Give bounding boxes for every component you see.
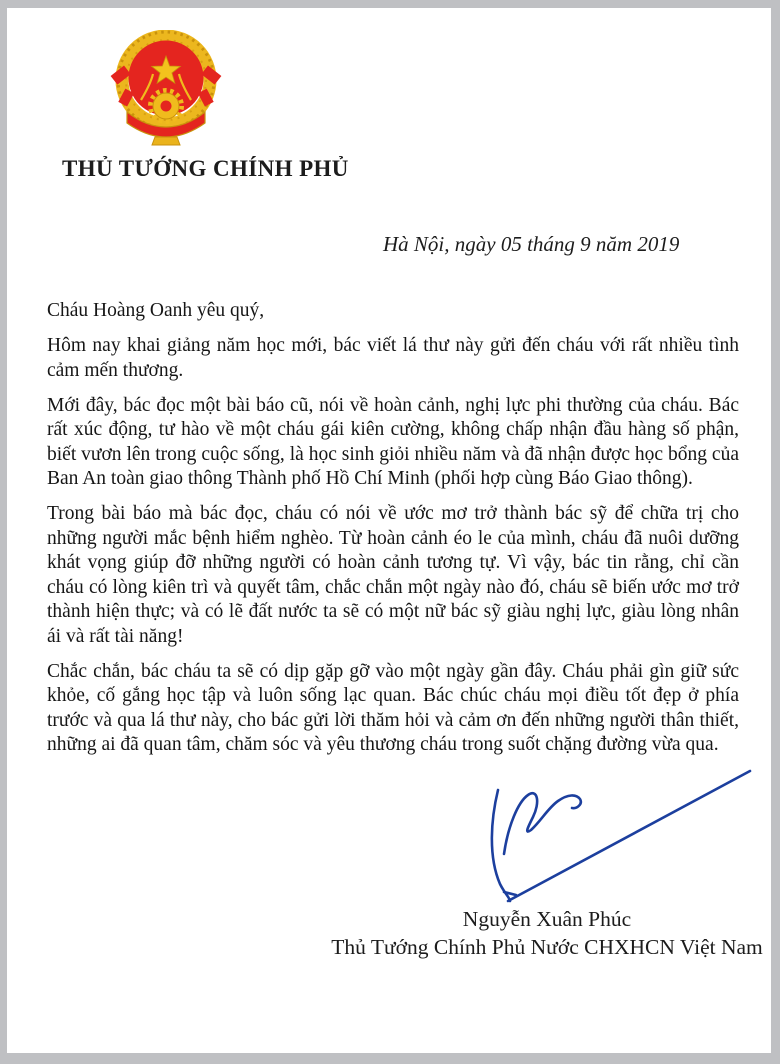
paragraph-4: Chắc chắn, bác cháu ta sẽ có dịp gặp gỡ vào một ngày gần đây. Cháu phải gìn giữ sức khỏe, cố gắng học tập và luôn sống lạc quan. Bác chúc cháu mọi điều tốt đẹp ở phía trước và qua lá thư này, cho bác gửi lời thăm hỏi và cảm ơn đến những người thân thiết, những ai đã quan tâm, chăm sóc và yêu thương cháu trong suốt chặng đường vừa qua. [47,660,739,755]
handwritten-signature [478,764,763,912]
signer-name: Nguyễn Xuân Phúc [462,907,632,931]
paragraph-3: Trong bài báo mà bác đọc, cháu có nói về ước mơ trở thành bác sỹ để chữa trị cho những người mắc bệnh hiểm nghèo. Từ hoàn cảnh éo le của mình, cháu đã nuôi dưỡng khát vọng giúp đỡ những người có hoàn cảnh tương tự. Vì vậy, bác tin rằng, chỉ cần cháu có lòng kiên trì và quyết tâm, chắc chắn một ngày nào đó, cháu sẽ biến ước mơ trở thành hiện thực; và có lẽ đất nước ta sẽ có một nữ bác sỹ giàu nghị lực, giàu lòng nhân ái và rất tài năng! [47,503,739,647]
issuing-office-title: THỦ TƯỚNG CHÍNH PHỦ [62,156,349,181]
letter-body [47,299,739,768]
signature-block [327,905,767,961]
letter-paper [7,8,771,1053]
paragraph-2: Mới đây, bác đọc một bài báo cũ, nói về hoàn cảnh, nghị lực phi thường của cháu. Bác rất xúc động, tư hào về một cháu gái kiên cường, không chấp nhận đầu hàng số phận, biết vươn lên trong cuộc sống, là học sinh giỏi nhiều năm và đã nhận được học bổng của Ban An toàn giao thông Thành phố Hồ Chí Minh (phối hợp cùng Báo Giao thông). [47,394,739,489]
vietnam-emblem-icon [110,30,222,148]
paragraph-1: Hôm nay khai giảng năm học mới, bác viết lá thư này gửi đến cháu với rất nhiều tình cảm mến thương. [47,335,739,381]
place-and-date-line: Hà Nội, ngày 05 tháng 9 năm 2019 [383,232,680,256]
salutation: Cháu Hoàng Oanh yêu quý, [47,300,265,321]
signer-title: Thủ Tướng Chính Phủ Nước CHXHCN Việt Nam [331,935,763,959]
